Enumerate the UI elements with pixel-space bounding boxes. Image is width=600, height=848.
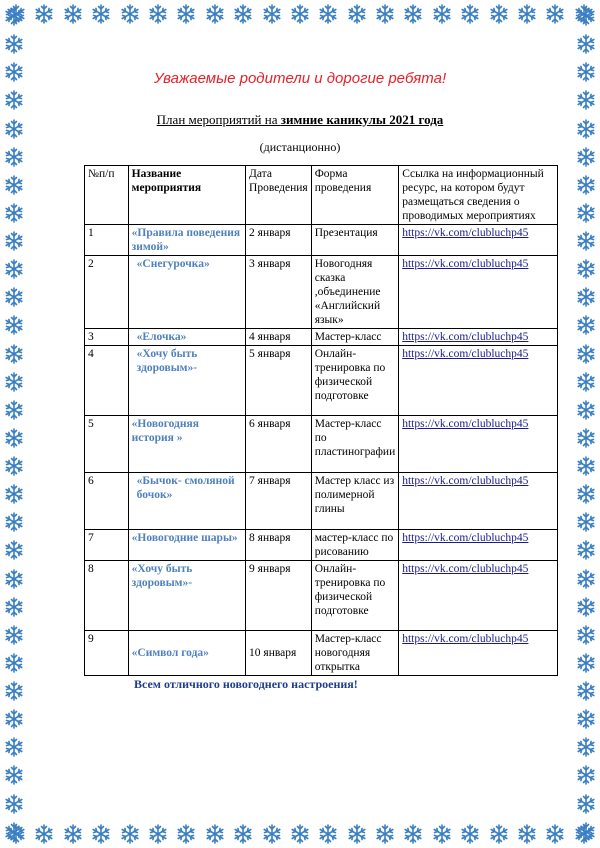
table-row: [85, 256, 558, 329]
snowflake-icon: [91, 4, 111, 24]
event-link[interactable]: https://vk.com/clubluchp45: [402, 633, 529, 645]
snowflake-icon: [576, 175, 596, 195]
row-number: 4: [85, 346, 129, 416]
event-form: Онлайн-тренировка по физической подготовке: [311, 346, 399, 416]
snowflake-icon: [4, 681, 24, 701]
snowflake-icon: [576, 512, 596, 532]
snowflake-icon: [576, 681, 596, 701]
event-form: Мастер-класс: [311, 329, 399, 346]
snowflake-icon: [233, 824, 253, 844]
table-row: [85, 530, 558, 561]
snowflake-icon: [120, 824, 140, 844]
snowflake-icon: [576, 456, 596, 476]
snowflake-icon: [576, 569, 596, 589]
event-date: 7 января: [246, 473, 312, 530]
row-number: 1: [85, 225, 129, 256]
event-form: Презентация: [311, 225, 399, 256]
event-name: «Елочка»: [128, 329, 245, 346]
table-row: [85, 473, 558, 530]
snowflake-icon: [576, 203, 596, 223]
event-date: 5 января: [246, 346, 312, 416]
subtitle: (дистанционно): [259, 140, 341, 154]
snowflake-icon: [4, 512, 24, 532]
header-name: Название мероприятия: [128, 166, 245, 225]
snowflake-icon: [576, 428, 596, 448]
event-link[interactable]: https://vk.com/clubluchp45: [402, 258, 529, 270]
snowflake-icon: [4, 597, 24, 617]
event-form: Мастер-класс новогодняя открытка: [311, 631, 399, 676]
snowflake-icon: [205, 4, 225, 24]
snowflake-icon: [318, 4, 338, 24]
snowflake-icon: [4, 540, 24, 560]
header-number: №п/п: [85, 166, 129, 225]
event-date: 2 января: [246, 225, 312, 256]
border-top: [0, 4, 600, 24]
snowflake-icon: [262, 4, 282, 24]
snowflake-icon: [4, 315, 24, 335]
snowflake-icon: [176, 824, 196, 844]
snowflake-icon: [576, 287, 596, 307]
table-row: [85, 416, 558, 473]
event-name: «Снегурочка»: [128, 256, 245, 329]
snowflake-icon: [4, 203, 24, 223]
snowflake-icon: [576, 709, 596, 729]
snowflake-icon: [545, 4, 565, 24]
snowflake-icon: [576, 540, 596, 560]
row-number: 3: [85, 329, 129, 346]
snowflake-icon: [403, 4, 423, 24]
table-row: [85, 631, 558, 676]
snowflake-icon: [148, 824, 168, 844]
snowflake-icon: [576, 90, 596, 110]
snowflake-icon: [576, 259, 596, 279]
snowflake-icon: [4, 794, 24, 814]
event-date: 4 января: [246, 329, 312, 346]
snowflake-icon: [545, 824, 565, 844]
row-number: 2: [85, 256, 129, 329]
event-link[interactable]: https://vk.com/clubluchp45: [402, 475, 529, 487]
snowflake-icon: [233, 4, 253, 24]
event-date: 3 января: [246, 256, 312, 329]
snowflake-icon: [4, 90, 24, 110]
row-number: 6: [85, 473, 129, 530]
snowflake-icon: [4, 709, 24, 729]
snowflake-icon: [4, 569, 24, 589]
snowflake-icon: [403, 824, 423, 844]
snowflake-icon: [489, 824, 509, 844]
event-link[interactable]: https://vk.com/clubluchp45: [402, 532, 529, 544]
event-date-text: 10 января: [249, 647, 297, 659]
table-row: [85, 561, 558, 631]
snowflake-icon: [375, 824, 395, 844]
snowflake-icon: [91, 824, 111, 844]
snowflake-icon: [318, 824, 338, 844]
snowflake-icon: [4, 287, 24, 307]
plan-title-prefix: План мероприятий на: [156, 112, 281, 127]
snowflake-icon: [4, 344, 24, 364]
snowflake-icon: [4, 34, 24, 54]
event-form: Онлайн-тренировка по физической подготовке: [311, 561, 399, 631]
row-number: 9: [85, 631, 129, 676]
snowflake-icon: [63, 4, 83, 24]
snowflake-icon: [432, 824, 452, 844]
snowflake-icon: [576, 765, 596, 785]
table-row: [85, 225, 558, 256]
event-form: Мастер класс из полимерной глины: [311, 473, 399, 530]
plan-title: [0, 112, 600, 128]
event-date: 6 января: [246, 416, 312, 473]
snowflake-icon: [4, 653, 24, 673]
snowflake-icon: [576, 737, 596, 757]
snowflake-icon: [576, 315, 596, 335]
snowflake-icon: [63, 824, 83, 844]
snowflake-icon: [375, 4, 395, 24]
table-header-row: [85, 166, 558, 225]
event-name: «Правила поведения зимой»: [128, 225, 245, 256]
snowflake-icon: [576, 484, 596, 504]
snowflake-icon: [4, 400, 24, 420]
border-bottom: [0, 824, 600, 844]
snowflake-icon: [4, 456, 24, 476]
snowflake-icon: [517, 824, 537, 844]
greeting-heading: Уважаемые родители и дорогие ребята!: [153, 70, 447, 87]
event-form: Новогодняя сказка ,объединение «Английский язык»: [311, 256, 399, 329]
snowflake-icon: [576, 597, 596, 617]
event-link[interactable]: https://vk.com/clubluchp45: [402, 348, 529, 360]
row-number: 8: [85, 561, 129, 631]
snowflake-icon: [4, 484, 24, 504]
snowflake-icon: [4, 231, 24, 251]
snowflake-icon: [205, 824, 225, 844]
snowflake-icon: [576, 231, 596, 251]
event-name: «Новогодняя история »: [128, 416, 245, 473]
event-name: [128, 631, 245, 676]
snowflake-icon: [4, 822, 24, 842]
row-number: 5: [85, 416, 129, 473]
event-name: «Хочу быть здоровым»-: [128, 561, 245, 631]
event-form: Мастер-класс по пластинографии: [311, 416, 399, 473]
event-name: «Новогодние шары»: [128, 530, 245, 561]
snowflake-icon: [576, 372, 596, 392]
snowflake-icon: [576, 6, 596, 26]
event-name: «Бычок- смоляной бочок»: [128, 473, 245, 530]
table-row: [85, 329, 558, 346]
snowflake-icon: [576, 400, 596, 420]
snowflake-icon: [4, 259, 24, 279]
snowflake-icon: [4, 372, 24, 392]
header-form: Форма проведения: [311, 166, 399, 225]
event-date: 8 января: [246, 530, 312, 561]
header-link: Ссылка на информационный ресурс, на котором будут размещаться сведения о проводимых мероприятиях: [399, 166, 558, 225]
event-name-text: «Символ года»: [131, 647, 209, 659]
snowflake-icon: [576, 625, 596, 645]
snowflake-icon: [4, 765, 24, 785]
snowflake-icon: [576, 34, 596, 54]
event-link[interactable]: https://vk.com/clubluchp45: [402, 331, 529, 343]
snowflake-icon: [576, 822, 596, 842]
event-date: 9 января: [246, 561, 312, 631]
table-row: [85, 346, 558, 416]
snowflake-icon: [347, 824, 367, 844]
event-name: «Хочу быть здоровым»-: [128, 346, 245, 416]
snowflake-icon: [4, 428, 24, 448]
snowflake-icon: [34, 824, 54, 844]
snowflake-icon: [176, 4, 196, 24]
snowflake-icon: [576, 653, 596, 673]
event-date: [246, 631, 312, 676]
snowflake-icon: [4, 625, 24, 645]
snowflake-icon: [460, 4, 480, 24]
row-number: 7: [85, 530, 129, 561]
snowflake-icon: [34, 4, 54, 24]
header-date: Дата Проведения: [246, 166, 312, 225]
event-link[interactable]: https://vk.com/clubluchp45: [402, 563, 529, 575]
snowflake-icon: [262, 824, 282, 844]
snowflake-icon: [148, 4, 168, 24]
event-link[interactable]: https://vk.com/clubluchp45: [402, 418, 529, 430]
snowflake-icon: [290, 824, 310, 844]
snowflake-icon: [517, 4, 537, 24]
snowflake-icon: [4, 175, 24, 195]
snowflake-icon: [290, 4, 310, 24]
snowflake-icon: [576, 344, 596, 364]
event-form: мастер-класс по рисованию: [311, 530, 399, 561]
snowflake-icon: [347, 4, 367, 24]
snowflake-icon: [432, 4, 452, 24]
snowflake-icon: [4, 737, 24, 757]
plan-title-bold: зимние каникулы 2021 года: [280, 112, 444, 127]
events-table: [84, 165, 558, 676]
closing-wishes: Всем отличного новогоднего настроения!: [134, 677, 358, 691]
snowflake-icon: [489, 4, 509, 24]
snowflake-icon: [4, 6, 24, 26]
event-link[interactable]: https://vk.com/clubluchp45: [402, 227, 529, 239]
snowflake-icon: [576, 794, 596, 814]
snowflake-icon: [120, 4, 140, 24]
snowflake-icon: [460, 824, 480, 844]
